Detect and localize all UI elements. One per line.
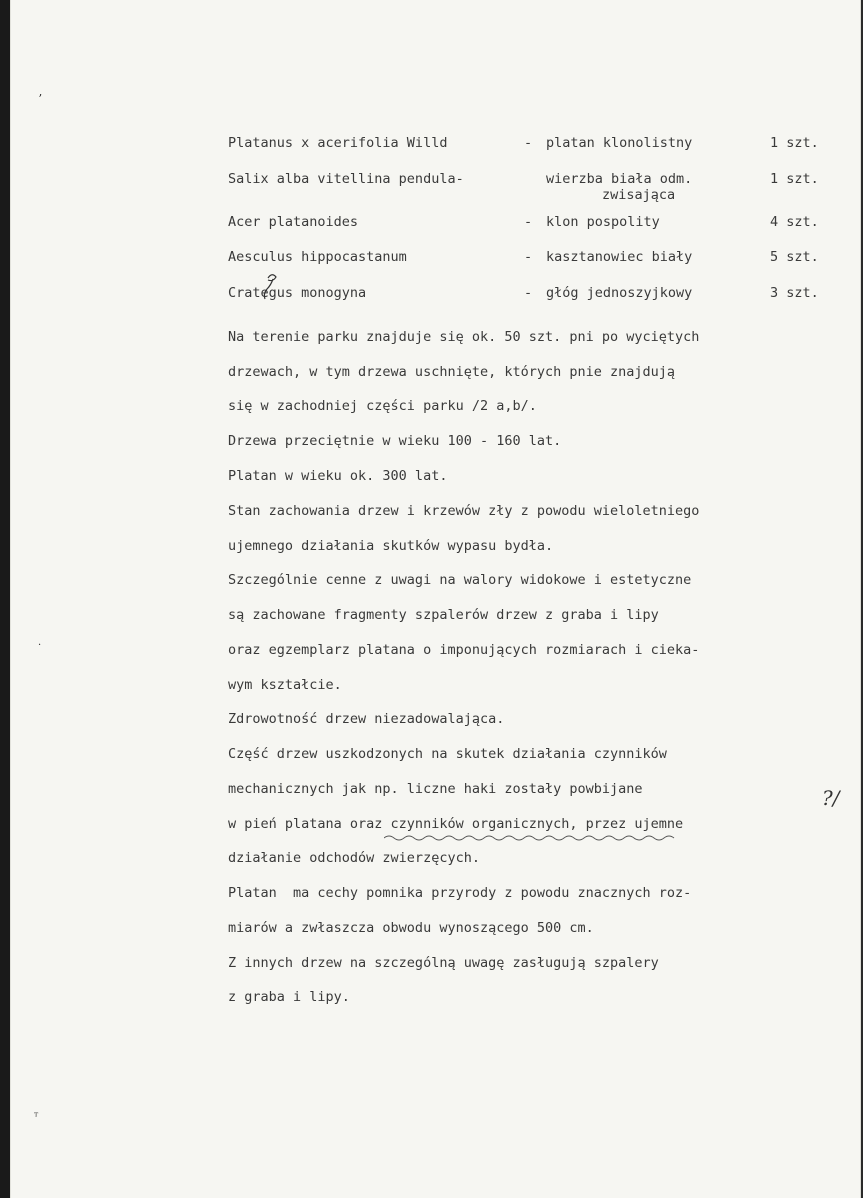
body-line: Stan zachowania drzew i krzewów zły z powodu wieloletniego bbox=[228, 503, 700, 519]
body-line: działanie odchodów zwierzęcych. bbox=[228, 850, 480, 866]
species-dash: - bbox=[524, 214, 533, 230]
species-latin: Salix alba vitellina pendula- bbox=[228, 171, 464, 187]
body-line: drzewach, w tym drzewa uschnięte, których pnie znajdują bbox=[228, 364, 676, 380]
body-line: Platan w wieku ok. 300 lat. bbox=[228, 468, 448, 484]
species-latin: Aesculus hippocastanum bbox=[228, 249, 407, 265]
species-dash: - bbox=[524, 285, 533, 301]
body-line: Platan ma cechy pomnika przyrody z powodu znacznych roz- bbox=[228, 885, 692, 901]
species-common-continued: zwisająca bbox=[602, 187, 676, 203]
margin-speck: ᵀ bbox=[34, 1112, 39, 1123]
scan-edge-left bbox=[0, 0, 10, 1198]
body-line: oraz egzemplarz platana o imponujących rozmiarach i cieka- bbox=[228, 642, 700, 658]
margin-speck: ʼ bbox=[38, 92, 42, 106]
species-dash: - bbox=[524, 249, 533, 265]
body-line: wym kształcie. bbox=[228, 677, 342, 693]
margin-speck: · bbox=[38, 640, 42, 651]
species-common: głóg jednoszyjkowy bbox=[546, 285, 693, 301]
body-line: Drzewa przeciętnie w wieku 100 - 160 lat. bbox=[228, 433, 562, 449]
body-line: Na terenie parku znajduje się ok. 50 szt. pni po wyciętych bbox=[228, 329, 700, 345]
species-qty: 5 szt. bbox=[770, 249, 819, 265]
body-line: Zdrowotność drzew niezadowalająca. bbox=[228, 711, 505, 727]
species-dash: - bbox=[524, 135, 533, 151]
handwritten-wavy-underline bbox=[384, 832, 684, 846]
species-common: klon pospolity bbox=[546, 214, 660, 230]
body-line: mechanicznych jak np. liczne haki zostały powbijane bbox=[228, 781, 643, 797]
species-common: platan klonolistny bbox=[546, 135, 693, 151]
species-latin: Acer platanoides bbox=[228, 214, 359, 230]
handwritten-correction-mark bbox=[258, 270, 286, 306]
species-qty: 1 szt. bbox=[770, 171, 819, 187]
species-qty: 1 szt. bbox=[770, 135, 819, 151]
body-line: z graba i lipy. bbox=[228, 989, 350, 1005]
species-common: wierzba biała odm. bbox=[546, 171, 693, 187]
body-line: w pień platana oraz czynników organicznych, przez ujemne bbox=[228, 816, 684, 832]
species-qty: 3 szt. bbox=[770, 285, 819, 301]
species-qty: 4 szt. bbox=[770, 214, 819, 230]
body-line: Z innych drzew na szczególną uwagę zasługują szpalery bbox=[228, 955, 659, 971]
species-latin: Platanus x acerifolia Willd bbox=[228, 135, 448, 151]
species-common: kasztanowiec biały bbox=[546, 249, 693, 265]
body-line: ujemnego działania skutków wypasu bydła. bbox=[228, 538, 554, 554]
body-line: Część drzew uszkodzonych na skutek działania czynników bbox=[228, 746, 667, 762]
body-line: są zachowane fragmenty szpalerów drzew z graba i lipy bbox=[228, 607, 659, 623]
body-line: miarów a zwłaszcza obwodu wynoszącego 500 cm. bbox=[228, 920, 594, 936]
body-line: Szczególnie cenne z uwagi na walory widokowe i estetyczne bbox=[228, 572, 692, 588]
body-line: się w zachodniej części parku /2 a,b/. bbox=[228, 398, 537, 414]
margin-handwritten-note: ?/ bbox=[822, 786, 840, 810]
document-page bbox=[10, 0, 861, 1198]
species-latin: Crategus monogyna bbox=[228, 285, 367, 301]
